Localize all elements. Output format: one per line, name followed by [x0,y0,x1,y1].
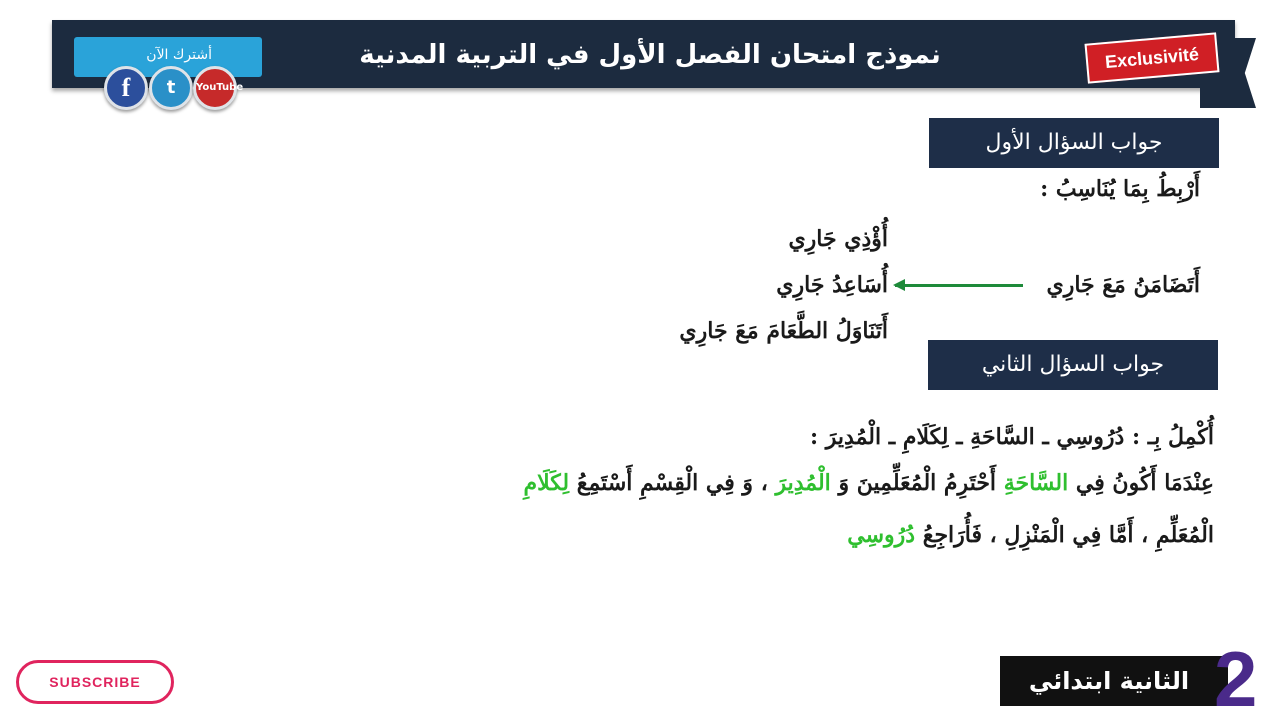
match-arrow-line [895,284,1023,287]
option-2: أُسَاعِدُ جَارِي [776,272,888,298]
answer-word: لِكَلَامِ [523,470,570,496]
grade-label: الثانية ابتدائي [1000,656,1228,706]
subscribe-now-label: أشترك الآن [146,47,212,63]
text-part: أَحْتَرِمُ الْمُعَلِّمِينَ وَ [830,470,1004,496]
match-arrow-head [893,279,905,291]
section2-instruction: أُكْمِلُ بِـ : دُرُوسِي ـ السَّاحَةِ ـ لِكَلَامِ ـ الْمُدِيرَ : [809,424,1214,450]
section2-tag: جواب السؤال الثاني [928,340,1218,390]
answer-line-1 [523,470,1214,496]
text-part: ، وَ فِي الْقِسْمِ أَسْتَمِعُ [569,470,776,496]
option-3: أَتَنَاوَلُ الطَّعَامَ مَعَ جَارِي [679,318,888,344]
facebook-icon[interactable]: f [104,66,148,110]
twitter-icon[interactable]: t [149,66,193,110]
page-title: نموذج امتحان الفصل الأول في التربية المدنية [359,40,941,70]
answer-word: السَّاحَةِ [1003,470,1069,496]
left-item: أَتَضَامَنُ مَعَ جَارِي [1046,272,1200,298]
text-part: الْمُعَلِّمِ ، أَمَّا فِي الْمَنْزِلِ ، فَأُرَاجِعُ [915,522,1214,548]
answer-word: دُرُوسِي [847,522,916,548]
subscribe-button[interactable]: SUBSCRIBE [16,660,174,704]
youtube-icon[interactable]: YouTube [193,66,237,110]
exclusive-badge: Exclusivité [1085,32,1220,83]
grade-number: 2 [1214,635,1258,723]
section1-instruction: أَرْبِطُ بِمَا يُنَاسِبُ : [1040,176,1200,202]
answer-word: الْمُدِيرَ [775,470,831,496]
option-1: أُؤْذِي جَارِي [788,226,888,252]
text-part: عِنْدَمَا أَكُونُ فِي [1068,470,1214,496]
answer-line-2 [847,522,1214,548]
section1-tag: جواب السؤال الأول [929,118,1219,168]
